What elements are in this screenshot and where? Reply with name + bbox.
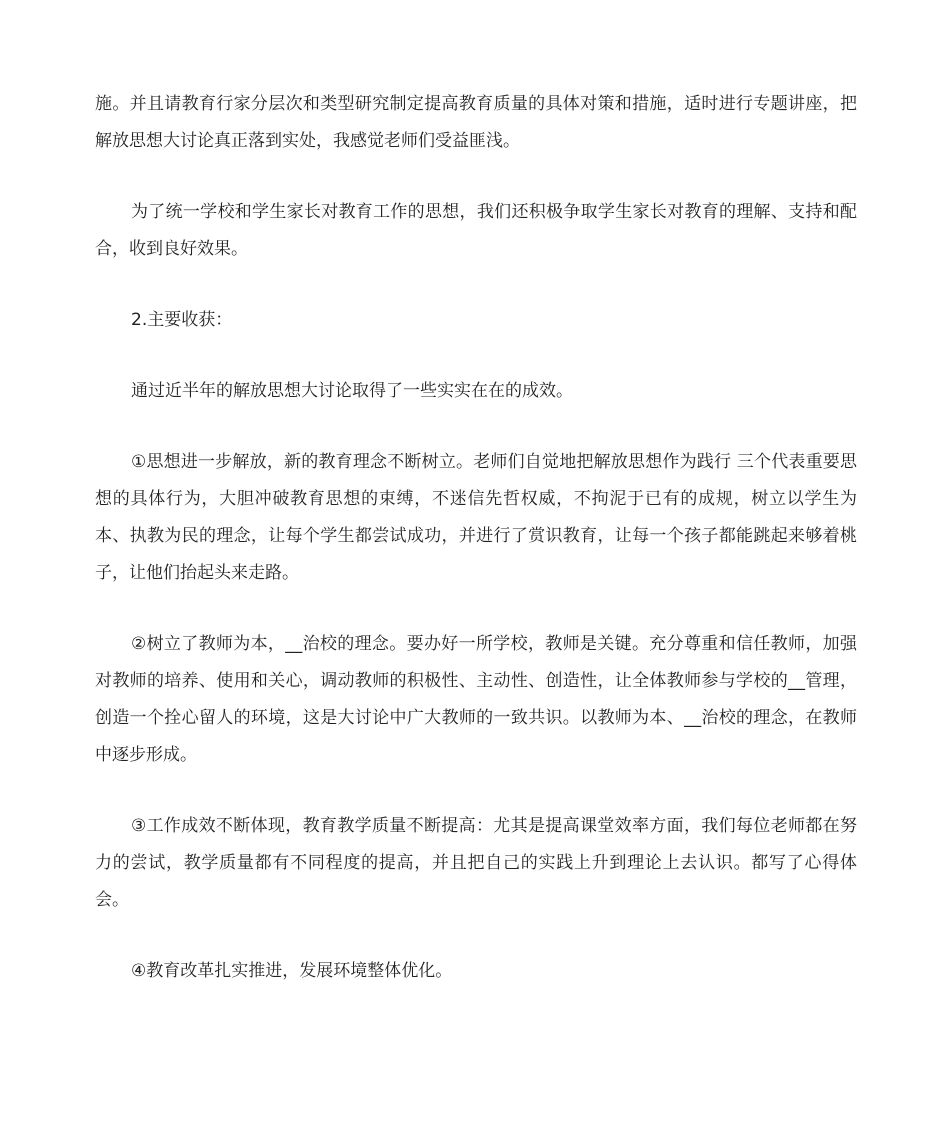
- paragraph-summary: 通过近半年的解放思想大讨论取得了一些实实在在的成效。: [131, 381, 573, 401]
- list-item-3: ③工作成效不断体现，教育教学质量不断提高：尤其是提高课堂效率方面，我们每位老师都在努力的尝试，教学质量都有不同程度的提高，并且把自己的实践上升到理论上去认识。都写了心得体会。: [95, 816, 857, 910]
- paragraph-continuation: 施。并且请教育行家分层次和类型研究制定提高教育质量的具体对策和措施，适时进行专题讲座，把解放思想大讨论真正落到实处，我感觉老师们受益匪浅。: [95, 94, 857, 151]
- document-page: [95, 86, 857, 1024]
- section-heading-main-gains: 2.主要收获：: [131, 310, 233, 330]
- list-item-4: ④教育改革扎实推进，发展环境整体优化。: [131, 961, 453, 981]
- list-item-2: ②树立了教师为本，__治校的理念。要办好一所学校，教师是关键。充分尊重和信任教师，加强对教师的培养、使用和关心，调动教师的积极性、主动性、创造性，让全体教师参与学校的__管理，创造一个拴心留人的环境，这是大讨论中广大教师的一致共识。以教师为本、__治校的理念，在教师中逐步形成。: [95, 634, 857, 765]
- paragraph-parents-support: 为了统一学校和学生家长对教育工作的思想，我们还积极争取学生家长对教育的理解、支持和配合，收到良好效果。: [95, 202, 857, 259]
- list-item-1: ①思想进一步解放，新的教育理念不断树立。老师们自觉地把解放思想作为践行 三个代表重要思想的具体行为，大胆冲破教育思想的束缚，不迷信先哲权威，不拘泥于已有的成规，树立以学生为本、执教为民的理念，让每个学生都尝试成功，并进行了赏识教育，让每一个孩子都能跳起来够着桃子，让他们抬起头来走路。: [95, 452, 857, 583]
